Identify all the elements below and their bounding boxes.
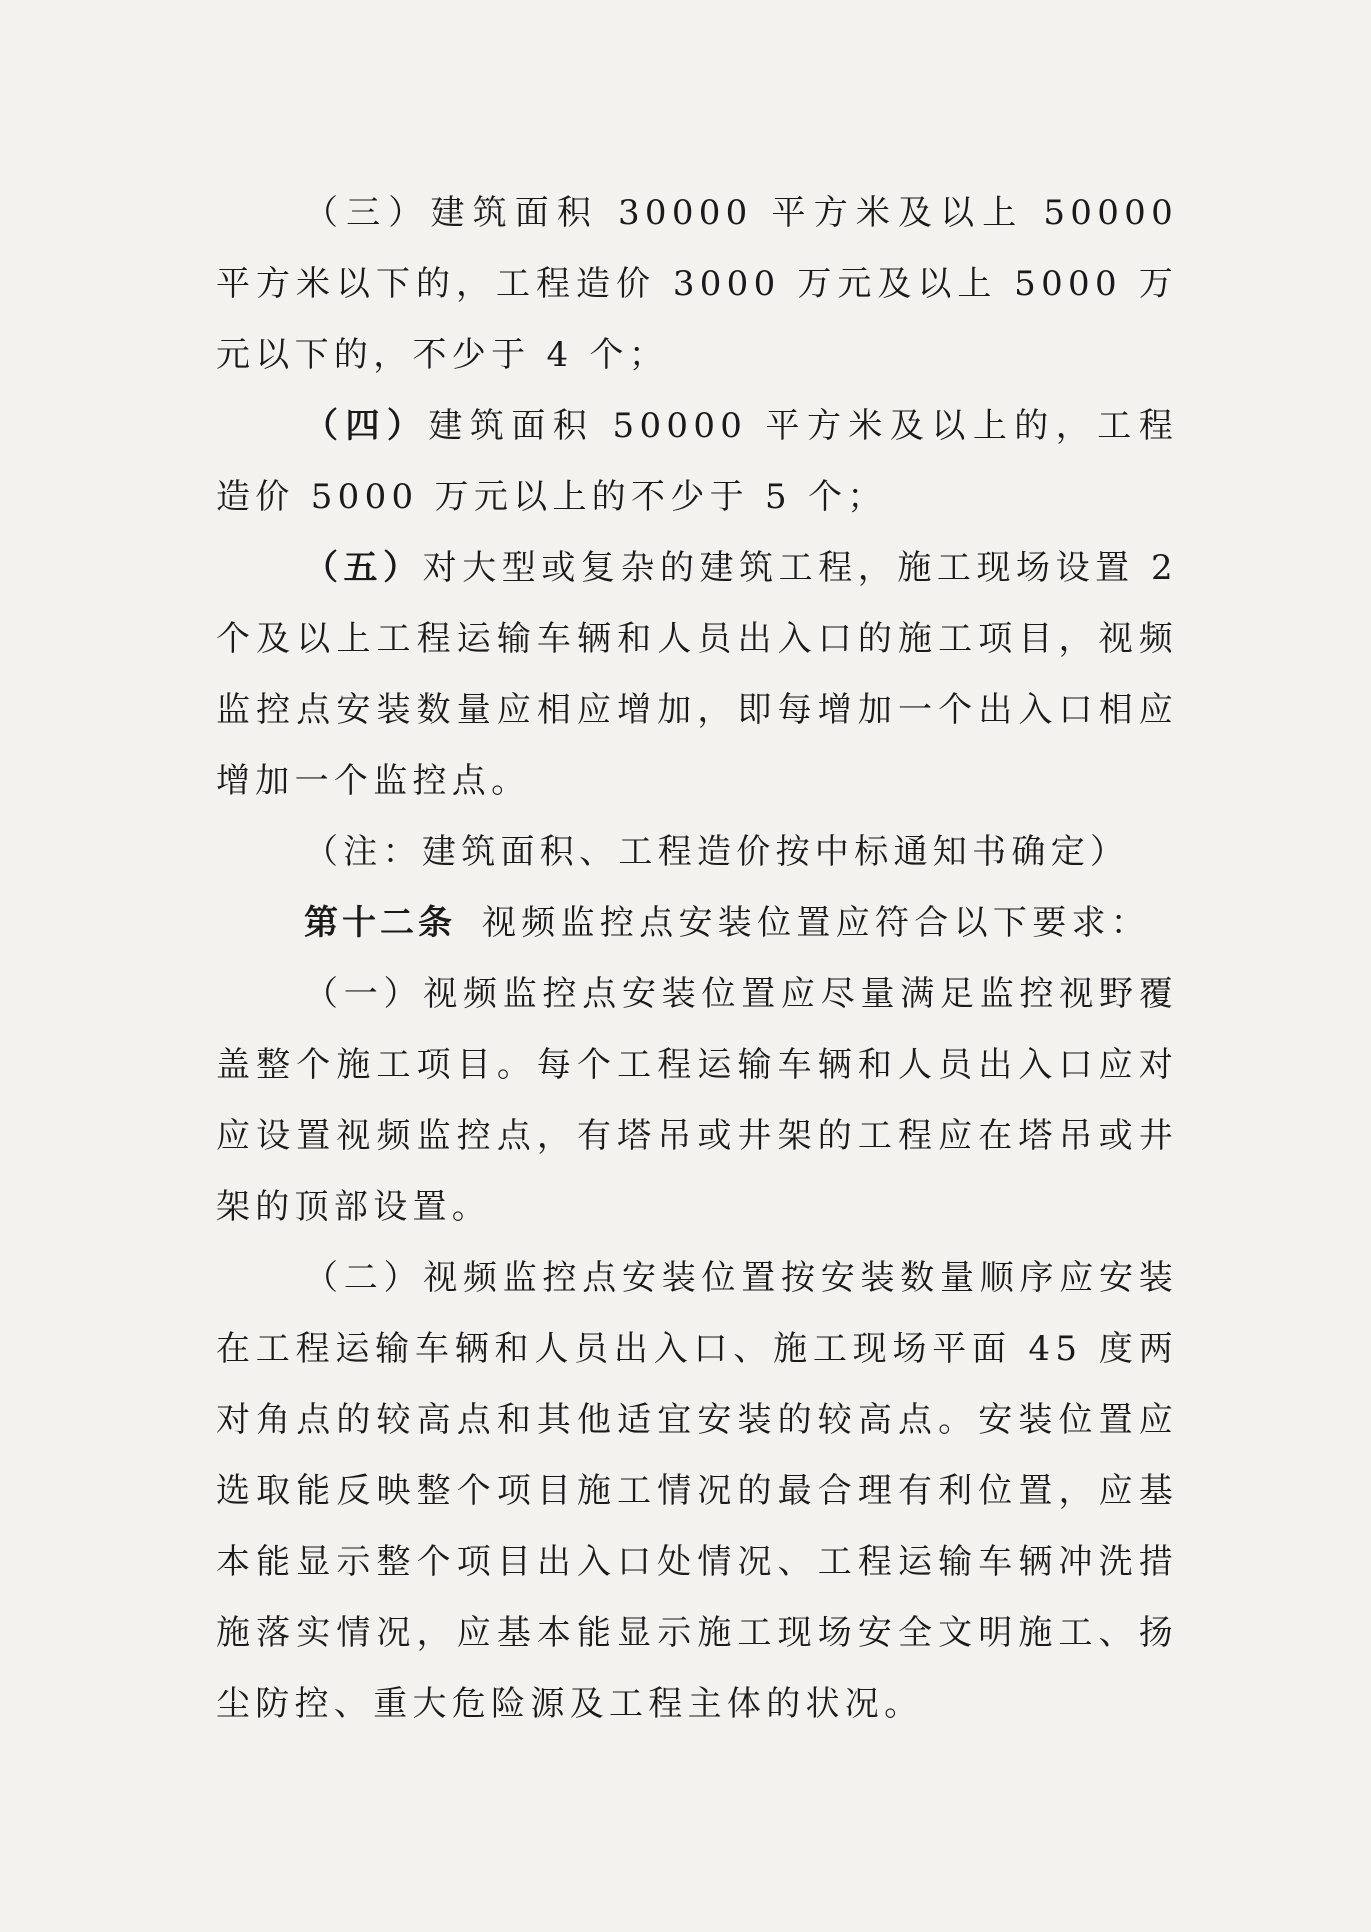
clause-marker: （五） [304, 548, 423, 588]
requirement-item-1 [216, 959, 1178, 1243]
requirement-marker: （二） [304, 1258, 424, 1298]
clause-text: 对大型或复杂的建筑工程，施工现场设置 2 个及以上工程运输车辆和人员出入口的施工项目，视频监控点安装数量应相应增加，即每增加一个出入口相应增加一个监控点。 [216, 548, 1178, 801]
article-text: 视频监控点安装位置应符合以下要求： [482, 903, 1151, 943]
note-paragraph: （注：建筑面积、工程造价按中标通知书确定） [304, 832, 1130, 872]
clause-item-3 [216, 178, 1178, 391]
requirement-item-2 [216, 1243, 1178, 1740]
clause-item-5 [216, 533, 1178, 817]
clause-text: 建筑面积 30000 平方米及以上 50000 平方米以下的，工程造价 3000 万元及以上 5000 万元以下的，不少于 4 个； [216, 193, 1179, 375]
requirement-marker: （一） [304, 974, 424, 1014]
requirement-text: 视频监控点安装位置应尽量满足监控视野覆盖整个施工项目。每个工程运输车辆和人员出入口应对应设置视频监控点，有塔吊或井架的工程应在塔吊或井架的顶部设置。 [216, 974, 1178, 1227]
clause-marker: （四） [304, 406, 429, 446]
clause-marker: （三） [304, 193, 431, 233]
clause-item-4 [216, 391, 1178, 533]
requirement-text: 视频监控点安装位置按安装数量顺序应安装在工程运输车辆和人员出入口、施工现场平面 45 度两对角点的较高点和其他适宜安装的较高点。安装位置应选取能反映整个项目施工情况的最合理有利位置，应基本能显示整个项目出入口处情况、工程运输车辆冲洗措施落实情况，应基本能显示施工现场安全文明施工、扬尘防控、重大危险源及工程主体的状况。 [216, 1258, 1178, 1724]
document-body [216, 178, 1178, 1740]
article-heading [216, 888, 1178, 959]
clause-text: 建筑面积 50000 平方米及以上的，工程造价 5000 万元以上的不少于 5 个； [216, 406, 1178, 517]
article-title: 第十二条 [304, 903, 456, 943]
